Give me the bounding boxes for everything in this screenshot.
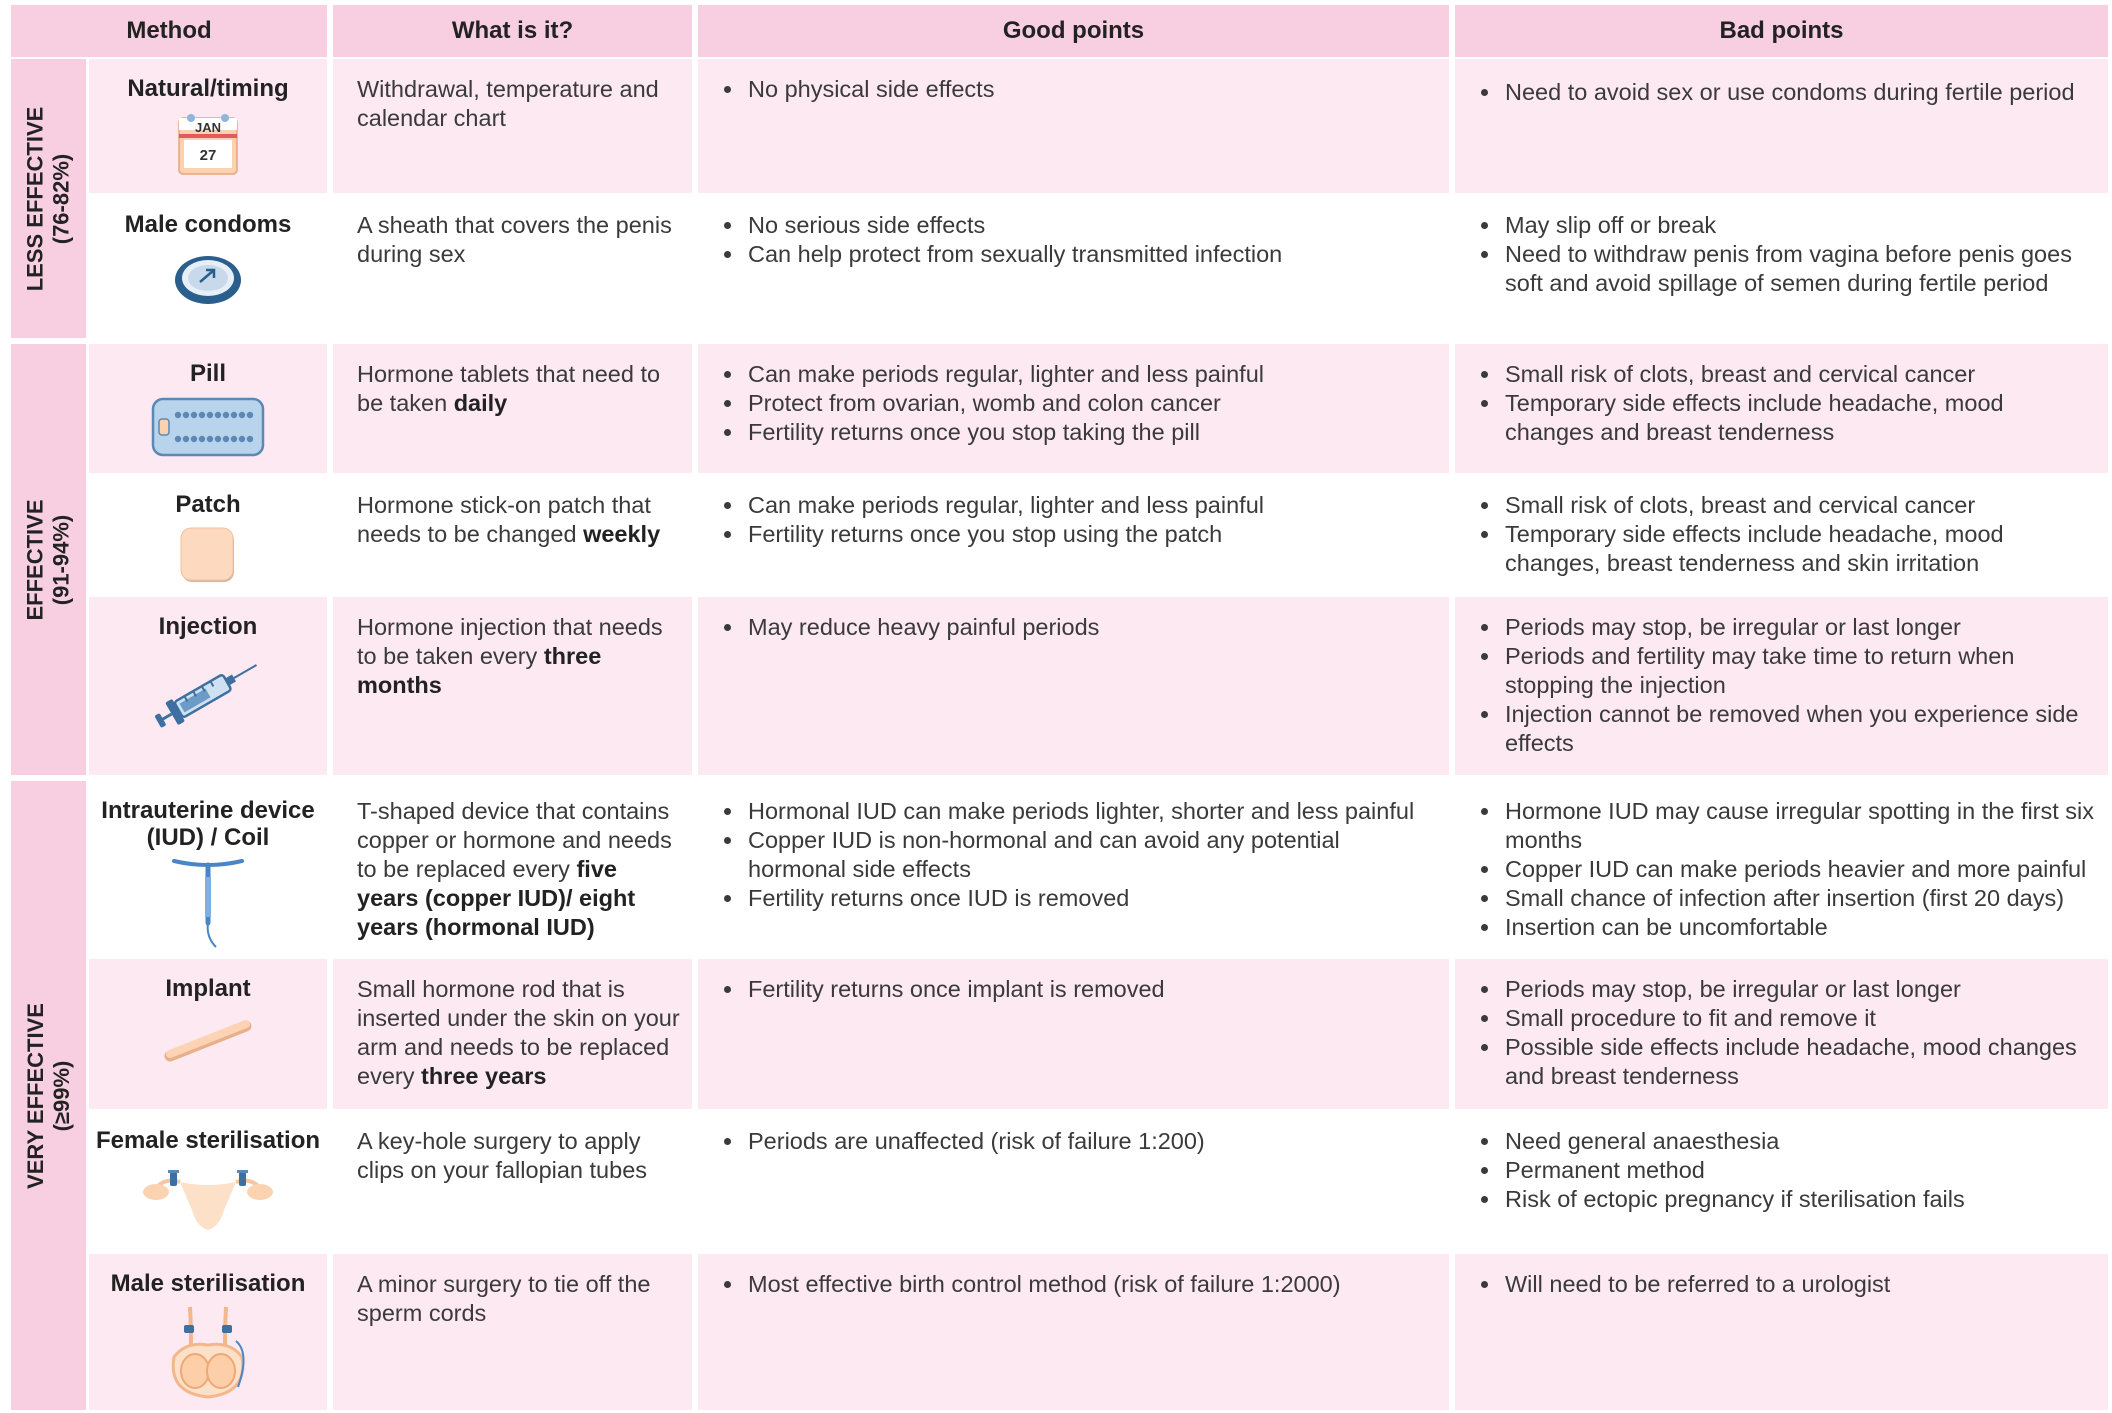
- what-patch-frequency: weekly: [583, 521, 661, 547]
- bad-female-sterilisation-item: Need general anaesthesia: [1479, 1127, 2096, 1156]
- bad-condoms-item: May slip off or break: [1479, 211, 2096, 240]
- good-male-sterilisation-item: Most effective birth control method (risk of failure 1:2000): [722, 1270, 1437, 1299]
- what-pill-frequency: daily: [453, 390, 508, 416]
- what-iud-text: T-shaped device that contains copper or hormone and needs to be replaced every: [357, 798, 672, 882]
- method-injection: [89, 597, 327, 775]
- group-less-effective-range: (76-82%): [48, 153, 74, 244]
- what-natural: Withdrawal, temperature and calendar chart: [333, 59, 692, 193]
- good-condoms: [698, 195, 1449, 338]
- method-implant-name: Implant: [165, 975, 251, 1002]
- what-condoms: A sheath that covers the penis during sex: [333, 195, 692, 338]
- good-condoms-item: No serious side effects: [722, 211, 1437, 240]
- group-less-effective-name: LESS EFFECTIVE: [22, 106, 48, 291]
- calendar-icon: [175, 110, 241, 181]
- good-pill: [698, 344, 1449, 473]
- bad-condoms: [1455, 195, 2108, 338]
- group-very-effective: [11, 781, 86, 1410]
- method-pill: [89, 344, 327, 473]
- bad-natural-item: Need to avoid sex or use condoms during fertile period: [1479, 75, 2096, 110]
- group-effective-range: (91-94%): [48, 514, 74, 605]
- method-female-sterilisation: [89, 1111, 327, 1252]
- header-what: What is it?: [333, 5, 692, 57]
- calendar-month: JAN: [194, 120, 222, 135]
- pill-pack-icon: [150, 395, 266, 464]
- good-male-sterilisation: [698, 1254, 1449, 1410]
- method-iud: [89, 781, 327, 957]
- bad-iud-item: Insertion can be uncomfortable: [1479, 913, 2096, 942]
- good-iud: [698, 781, 1449, 957]
- good-injection: [698, 597, 1449, 775]
- iud-icon: [168, 855, 248, 956]
- group-effective: [11, 344, 86, 775]
- group-effective-name: EFFECTIVE: [22, 498, 48, 621]
- what-pill-text: Hormone tablets that need to be taken: [357, 361, 661, 416]
- good-patch-item: Can make periods regular, lighter and less painful: [722, 491, 1437, 520]
- header-method: Method: [11, 5, 327, 57]
- bad-patch-item: Small risk of clots, breast and cervical cancer: [1479, 491, 2096, 520]
- bad-implant: [1455, 959, 2108, 1109]
- bad-pill: [1455, 344, 2108, 473]
- bad-implant-item: Small procedure to fit and remove it: [1479, 1004, 2096, 1033]
- good-pill-item: Protect from ovarian, womb and colon cancer: [722, 389, 1437, 418]
- good-female-sterilisation: [698, 1111, 1449, 1252]
- method-natural: [89, 59, 327, 193]
- bad-injection-item: Periods and fertility may take time to return when stopping the injection: [1479, 642, 2096, 700]
- good-pill-item: Can make periods regular, lighter and less painful: [722, 360, 1437, 389]
- what-injection-frequency: three months: [357, 643, 602, 698]
- method-iud-name: Intrauterine device (IUD) / Coil: [101, 797, 315, 851]
- header-bad: Bad points: [1455, 5, 2108, 57]
- bad-pill-item: Small risk of clots, breast and cervical cancer: [1479, 360, 2096, 389]
- what-injection: [333, 597, 692, 775]
- method-injection-name: Injection: [158, 613, 258, 640]
- method-male-sterilisation-name: Male sterilisation: [110, 1270, 306, 1297]
- what-implant: [333, 959, 692, 1109]
- bad-pill-item: Temporary side effects include headache, mood changes and breast tenderness: [1479, 389, 2096, 447]
- method-patch: [89, 475, 327, 595]
- bad-injection-item: Periods may stop, be irregular or last longer: [1479, 613, 2096, 642]
- bad-male-sterilisation-item: Will need to be referred to a urologist: [1479, 1270, 2096, 1299]
- bad-patch-item: Temporary side effects include headache, mood changes, breast tenderness and skin irritation: [1479, 520, 2096, 578]
- bad-natural: [1455, 59, 2108, 193]
- what-patch: [333, 475, 692, 595]
- what-implant-frequency: three years: [421, 1063, 547, 1089]
- bad-injection: [1455, 597, 2108, 775]
- good-patch: [698, 475, 1449, 595]
- uterus-clips-icon: [140, 1164, 276, 1239]
- group-very-effective-name: VERY EFFECTIVE: [22, 1002, 48, 1189]
- group-very-effective-range: (≥99%): [48, 1060, 74, 1131]
- method-patch-name: Patch: [175, 491, 241, 518]
- bad-patch: [1455, 475, 2108, 595]
- good-natural: [698, 59, 1449, 193]
- what-female-sterilisation: A key-hole surgery to apply clips on your fallopian tubes: [333, 1111, 692, 1252]
- method-condoms-name: Male condoms: [124, 211, 292, 238]
- good-iud-item: Copper IUD is non-hormonal and can avoid any potential hormonal side effects: [722, 826, 1437, 884]
- bad-iud-item: Hormone IUD may cause irregular spotting in the first six months: [1479, 797, 2096, 855]
- good-iud-item: Hormonal IUD can make periods lighter, shorter and less painful: [722, 797, 1437, 826]
- good-iud-item: Fertility returns once IUD is removed: [722, 884, 1437, 913]
- group-less-effective: [11, 59, 86, 338]
- header-good: Good points: [698, 5, 1449, 57]
- bad-female-sterilisation-item: Permanent method: [1479, 1156, 2096, 1185]
- what-implant-text: Small hormone rod that is inserted under the skin on your arm and needs to be replaced every: [357, 976, 680, 1089]
- good-pill-item: Fertility returns once you stop taking the pill: [722, 418, 1437, 447]
- syringe-icon: [148, 648, 268, 743]
- method-implant: [89, 959, 327, 1109]
- what-injection-text: Hormone injection that needs to be taken every: [357, 614, 663, 669]
- bad-iud-item: Small chance of infection after insertion (first 20 days): [1479, 884, 2096, 913]
- bad-female-sterilisation-item: Risk of ectopic pregnancy if sterilisation fails: [1479, 1185, 2096, 1214]
- good-female-sterilisation-item: Periods are unaffected (risk of failure 1:200): [722, 1127, 1437, 1156]
- bad-iud: [1455, 781, 2108, 957]
- patch-icon: [178, 526, 238, 591]
- method-pill-name: Pill: [189, 360, 226, 387]
- condom-icon: [170, 246, 246, 315]
- testes-icon: [160, 1301, 256, 1406]
- implant-rod-icon: [160, 1016, 256, 1071]
- bad-male-sterilisation: [1455, 1254, 2108, 1410]
- bad-female-sterilisation: [1455, 1111, 2108, 1252]
- bad-injection-item: Injection cannot be removed when you experience side effects: [1479, 700, 2096, 758]
- bad-implant-item: Periods may stop, be irregular or last longer: [1479, 975, 2096, 1004]
- good-implant: [698, 959, 1449, 1109]
- what-iud: [333, 781, 692, 957]
- good-injection-item: May reduce heavy painful periods: [722, 613, 1437, 642]
- method-female-sterilisation-name: Female sterilisation: [95, 1127, 321, 1154]
- method-condoms: [89, 195, 327, 338]
- bad-iud-item: Copper IUD can make periods heavier and more painful: [1479, 855, 2096, 884]
- good-condoms-item: Can help protect from sexually transmitted infection: [722, 240, 1437, 269]
- bad-implant-item: Possible side effects include headache, mood changes and breast tenderness: [1479, 1033, 2096, 1091]
- what-patch-text: Hormone stick-on patch that needs to be changed: [357, 492, 651, 547]
- what-pill: [333, 344, 692, 473]
- method-male-sterilisation: [89, 1254, 327, 1410]
- good-implant-item: Fertility returns once implant is removed: [722, 975, 1437, 1004]
- calendar-day: 27: [199, 147, 217, 164]
- what-iud-frequency: five years (copper IUD)/ eight years (hormonal IUD): [357, 856, 636, 940]
- what-male-sterilisation: A minor surgery to tie off the sperm cords: [333, 1254, 692, 1410]
- bad-condoms-item: Need to withdraw penis from vagina before penis goes soft and avoid spillage of semen during fertile period: [1479, 240, 2096, 298]
- good-patch-item: Fertility returns once you stop using the patch: [722, 520, 1437, 549]
- method-natural-name: Natural/timing: [127, 75, 289, 102]
- good-natural-item: No physical side effects: [722, 75, 1437, 104]
